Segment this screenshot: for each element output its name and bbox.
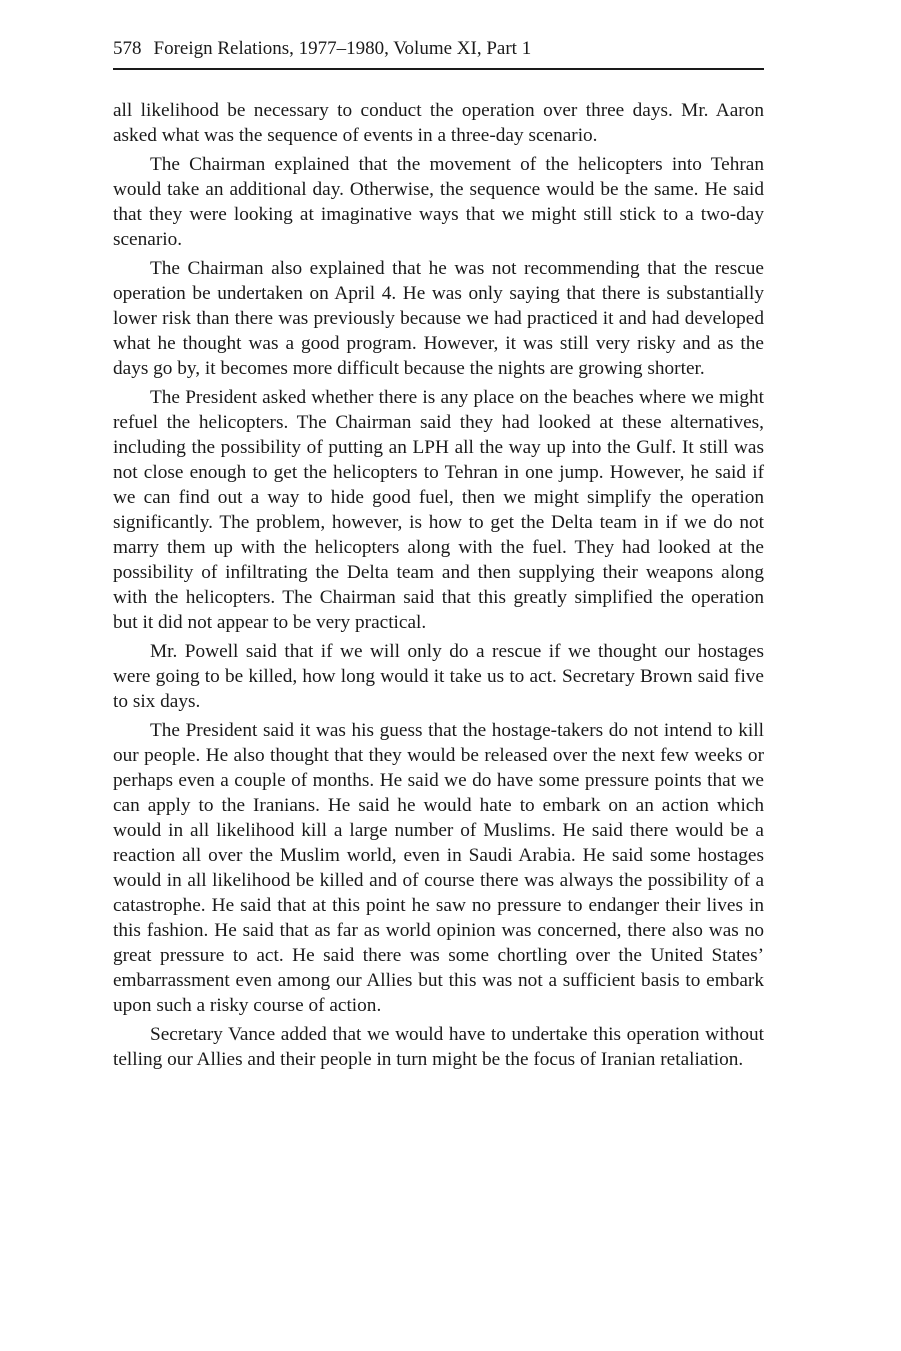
paragraph: The Chairman also explained that he was not recommending that the rescue operation be undertaken on April 4. He was only saying that there is substantially lower risk than there was previously because we had practiced it and had developed what he thought was a good program. However, it was still very risky and as the days go by, it becomes more difficult because the nights are growing shorter. [113, 258, 764, 379]
paragraph: Secretary Vance added that we would have to undertake this operation without telling our Allies and their people in turn might be the focus of Iranian retaliation. [113, 1024, 764, 1070]
body-text [113, 98, 764, 1072]
paragraph-continued: all likelihood be necessary to conduct the operation over three days. Mr. Aaron asked what was the sequence of events in a three-day scenario. [113, 100, 764, 146]
paragraph: The President asked whether there is any place on the beaches where we might refuel the helicopters. The Chairman said they had looked at these alternatives, including the possibility of putting an LPH all the way up into the Gulf. It still was not close enough to get the helicopters to Tehran in one jump. However, he said if we can find out a way to hide good fuel, then we might simplify the operation significantly. The problem, however, is how to get the Delta team in if we do not marry them up with the helicopters along with the fuel. They had looked at the possibility of infiltrating the Delta team and then supplying their weapons along with the helicopters. The Chairman said that this greatly simplified the operation but it did not appear to be very practical. [113, 387, 764, 633]
paragraph: The President said it was his guess that the hostage-takers do not intend to kill our people. He also thought that they would be released over the next few weeks or perhaps even a couple of months. He said we do have some pressure points that we can apply to the Iranians. He said he would hate to embark on an action which would in all likelihood kill a large number of Muslims. He said there would be a reaction all over the Muslim world, even in Saudi Arabia. He said some hostages would in all likelihood be killed and of course there was always the possibility of a catastrophe. He said that at this point he saw no pressure to endanger their lives in this fashion. He said that as far as world opinion was concerned, there also was no great pressure to act. He said there was some chortling over the United States’ embarrassment even among our Allies but this was not a sufficient basis to embark upon such a risky course of action. [113, 720, 764, 1016]
running-head [113, 36, 764, 70]
paragraph: Mr. Powell said that if we will only do a rescue if we thought our hostages were going to be killed, how long would it take us to act. Secretary Brown said five to six days. [113, 641, 764, 712]
paragraph: The Chairman explained that the movement of the helicopters into Tehran would take an additional day. Otherwise, the sequence would be the same. He said that they were looking at imaginative ways that we might still stick to a two-day scenario. [113, 154, 764, 250]
document-page [113, 36, 764, 1076]
running-title: Foreign Relations, 1977–1980, Volume XI, Part 1 [153, 38, 532, 59]
page-number: 578 [113, 38, 142, 59]
